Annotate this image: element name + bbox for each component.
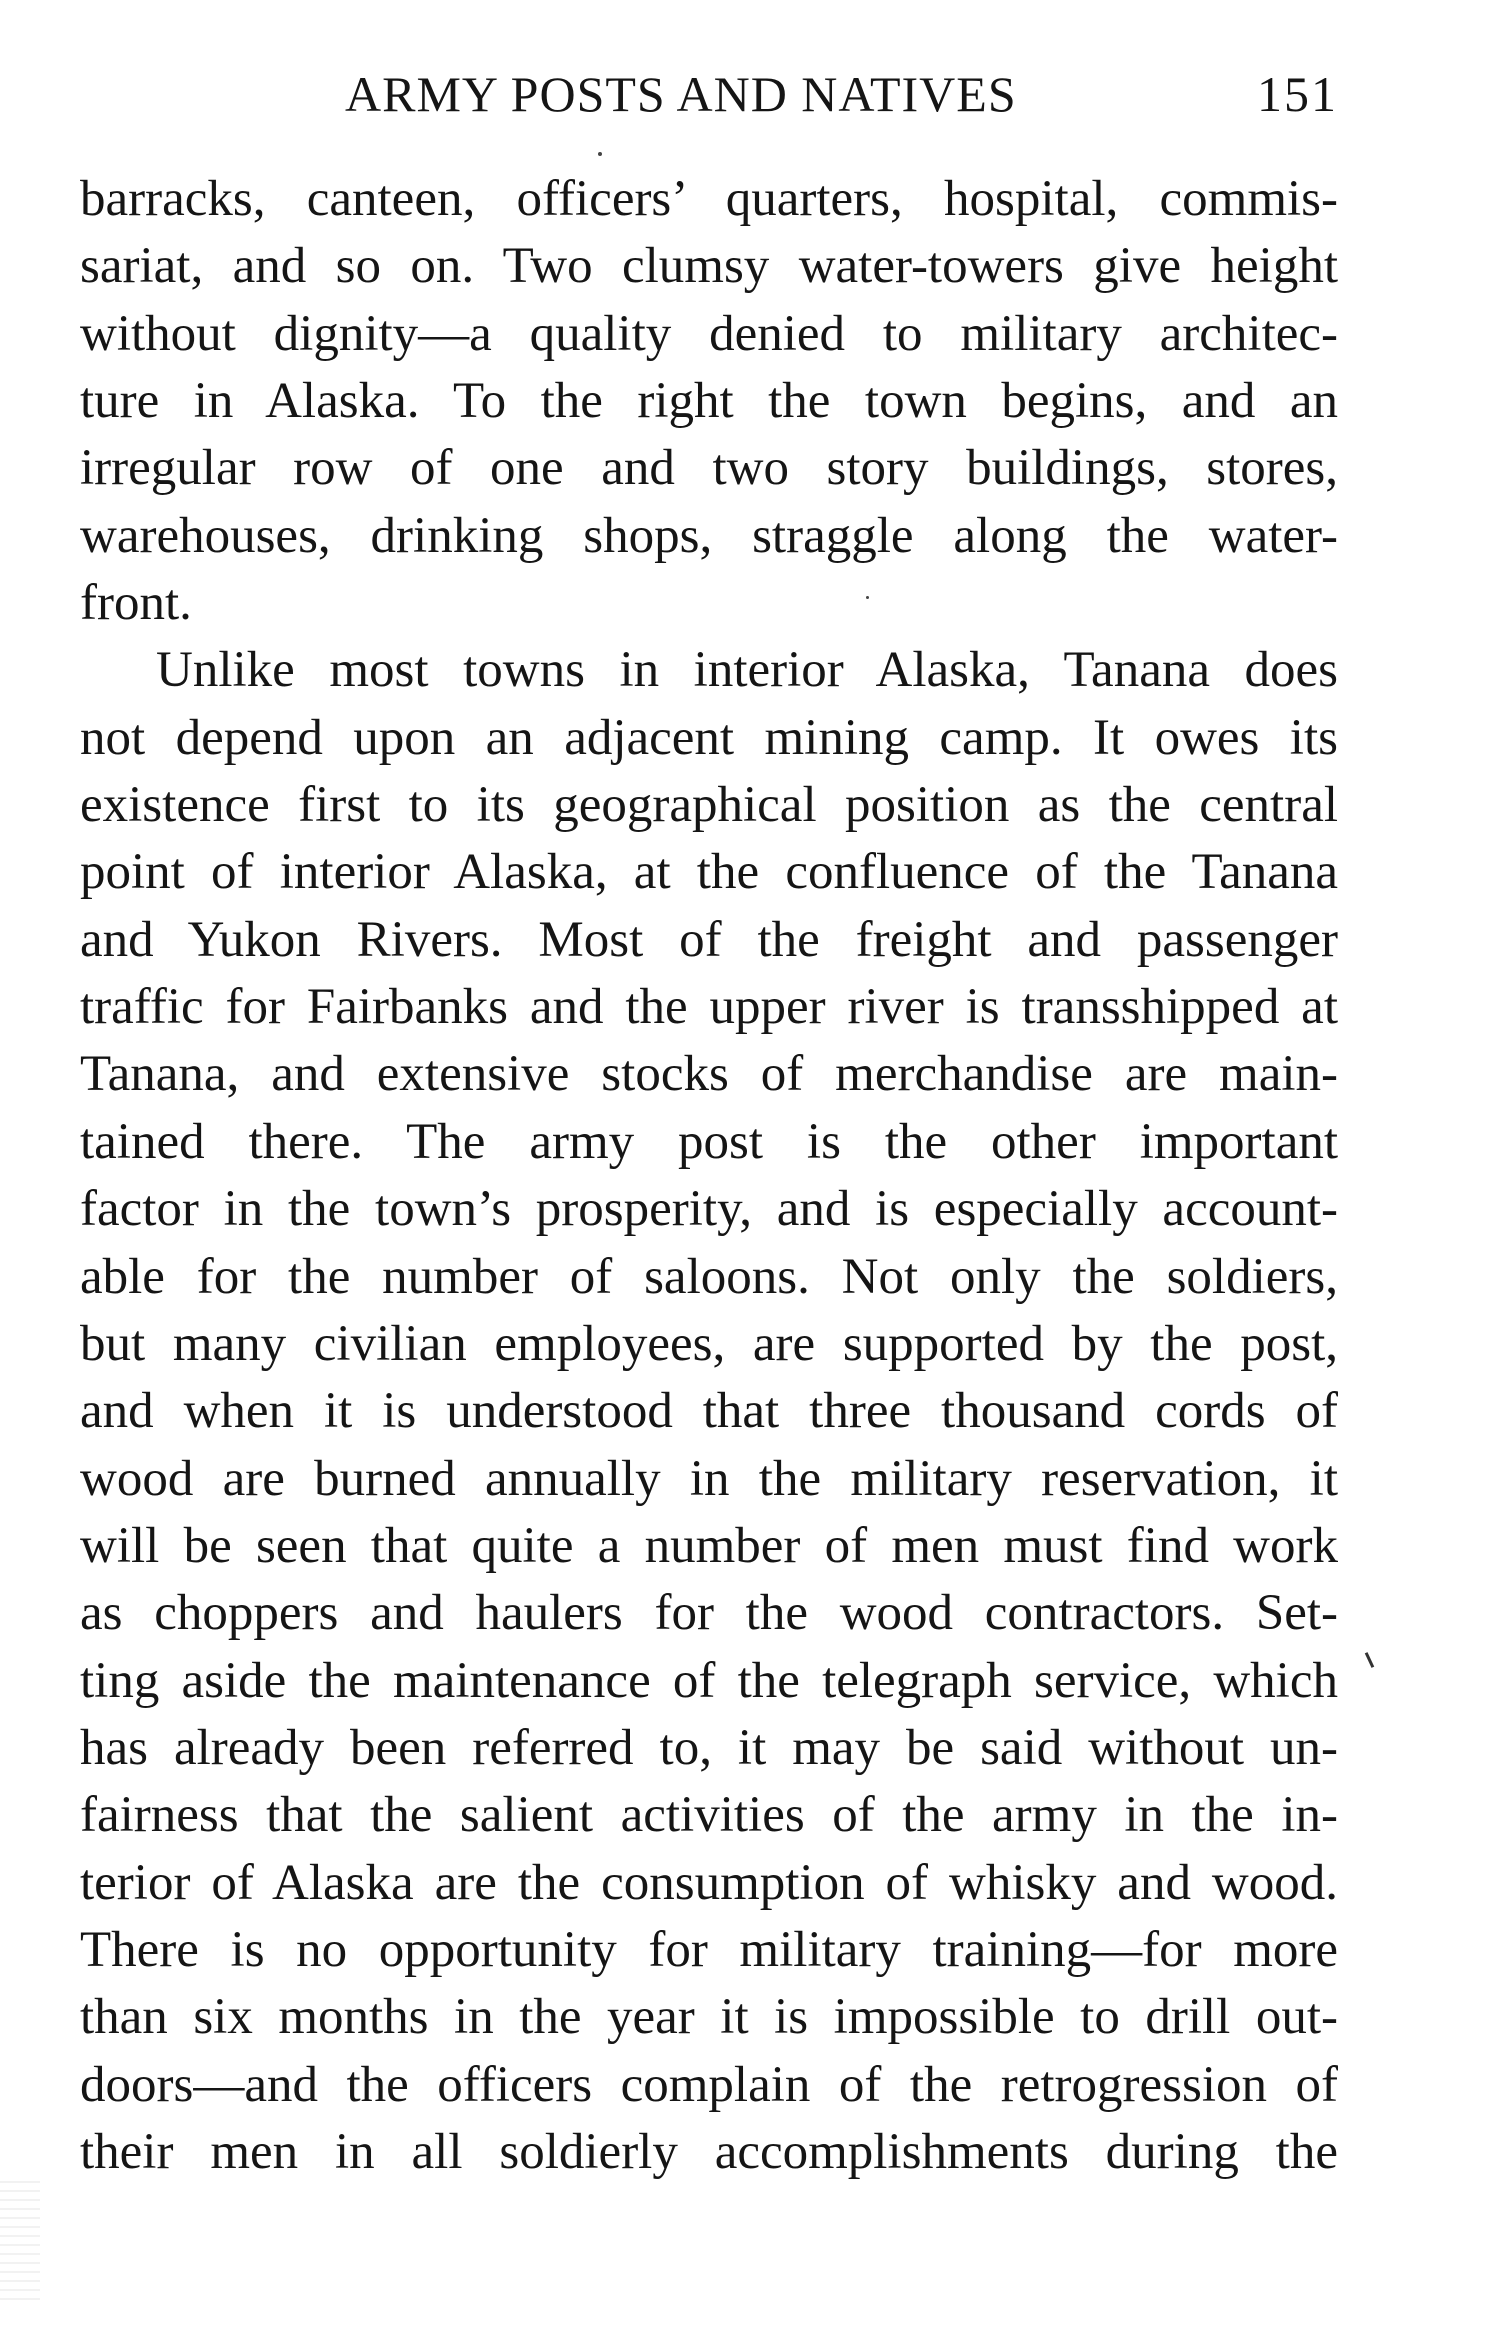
text-line: terior of Alaska are the consumption of whisky and wood. (80, 1854, 1338, 1911)
ink-speck (598, 152, 602, 156)
text-line: tained there. The army post is the other important (80, 1113, 1338, 1170)
text-line: existence first to its geographical position as the central (80, 777, 1338, 834)
text-line: point of interior Alaska, at the confluence of the Tanana (80, 844, 1338, 901)
text-line: barracks, canteen, officers’ quarters, hospital, commis- (80, 171, 1338, 227)
body-text (80, 166, 1338, 2186)
text-line: has already been referred to, it may be said without un- (80, 1719, 1338, 1776)
text-line: ting aside the maintenance of the telegraph service, which (80, 1652, 1338, 1709)
text-line: ture in Alaska. To the right the town begins, and an (80, 373, 1338, 430)
ink-speck (866, 596, 869, 599)
text-line: without dignity—a quality denied to military architec- (80, 305, 1338, 362)
text-line: traffic for Fairbanks and the upper river is transshipped at (80, 979, 1338, 1036)
text-line: not depend upon an adjacent mining camp. It owes its (80, 709, 1338, 766)
text-line: able for the number of saloons. Not only the soldiers, (80, 1248, 1338, 1305)
text-line: doors—and the officers complain of the retrogression of (80, 2056, 1338, 2113)
text-line: than six months in the year it is impossible to drill out- (80, 1989, 1338, 2046)
text-line: front. (80, 575, 192, 632)
page-number: 151 (1257, 66, 1338, 122)
text-line: will be seen that quite a number of men must find work (80, 1517, 1338, 1574)
text-line: Unlike most towns in interior Alaska, Tanana does (156, 642, 1338, 699)
text-line: fairness that the salient activities of the army in the in- (80, 1787, 1338, 1844)
text-line: Tanana, and extensive stocks of merchandise are main- (80, 1046, 1338, 1103)
text-line: factor in the town’s prosperity, and is especially account- (80, 1181, 1338, 1238)
running-head (80, 64, 1338, 124)
text-line: and Yukon Rivers. Most of the freight and passenger (80, 911, 1338, 968)
scan-edge-noise (0, 2180, 40, 2300)
running-title: ARMY POSTS AND NATIVES (345, 66, 1017, 122)
text-line: their men in all soldierly accomplishments during the (80, 2123, 1338, 2180)
stray-ink-mark (1365, 1652, 1374, 1668)
text-line: sariat, and so on. Two clumsy water-towers give height (80, 238, 1338, 295)
text-line: but many civilian employees, are supported by the post, (80, 1315, 1338, 1372)
text-line: irregular row of one and two story buildings, stores, (80, 440, 1338, 497)
text-line: and when it is understood that three thousand cords of (80, 1383, 1338, 1440)
text-line: wood are burned annually in the military reservation, it (80, 1450, 1338, 1507)
text-line: as choppers and haulers for the wood contractors. Set- (80, 1585, 1338, 1642)
text-line: There is no opportunity for military training—for more (80, 1921, 1338, 1978)
text-line: warehouses, drinking shops, straggle along the water- (80, 507, 1338, 564)
